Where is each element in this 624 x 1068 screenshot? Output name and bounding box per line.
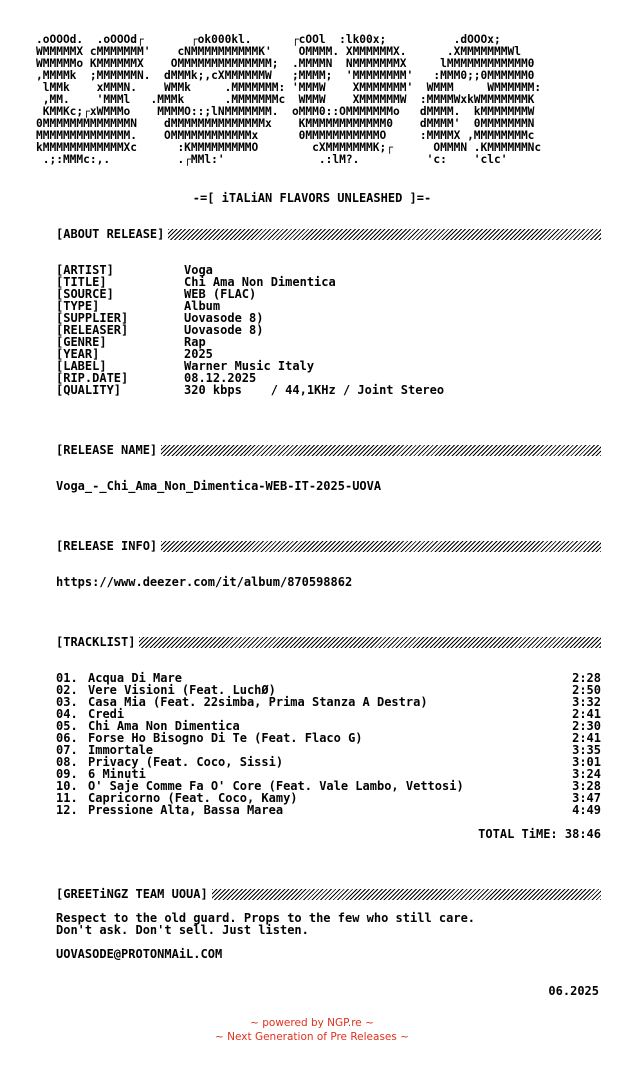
footer-tagline: ~ Next Generation of Pre Releases ~ — [215, 1031, 409, 1043]
track-num: 07. — [56, 743, 78, 757]
greetings-line-2: Don't ask. Don't sell. Just listen. — [56, 923, 309, 937]
about-value: 08.12.2025 — [184, 371, 257, 385]
track-title: Acqua Di Mare — [88, 671, 182, 685]
about-key: [GENRE] — [56, 335, 107, 349]
about-value: Uovasode 8) — [184, 323, 264, 337]
section-title-about: [ABOUT RELEASE] — [56, 227, 165, 241]
track-duration: 2:41 — [572, 731, 601, 745]
about-value: Album — [184, 299, 221, 313]
track-num: 03. — [56, 695, 78, 709]
track-title: Casa Mia (Feat. 22simba, Prima Stanza A Destra) — [88, 695, 428, 709]
track-duration: 3:24 — [572, 767, 601, 781]
section-header-release-name — [56, 443, 601, 457]
section-title-release-info: [RELEASE INFO] — [56, 539, 158, 553]
about-key: [RELEASER] — [56, 323, 129, 337]
track-duration: 3:35 — [572, 743, 601, 757]
about-value: Uovasode 8) — [184, 311, 264, 325]
about-row — [56, 324, 444, 336]
track-title: 6 Minuti — [88, 767, 146, 781]
track-title: Immortale — [88, 743, 154, 757]
section-header-release-info — [56, 539, 601, 553]
track-row — [56, 804, 601, 816]
about-key: [SOURCE] — [56, 287, 114, 301]
track-num: 08. — [56, 755, 78, 769]
about-value: 320 kbps / 44,1KHz / Joint Stereo — [184, 383, 445, 397]
footer-powered-by: ~ powered by NGP.re ~ — [250, 1017, 374, 1029]
greetings-line-1: Respect to the old guard. Props to the few who still care. — [56, 911, 476, 925]
track-num: 11. — [56, 791, 78, 805]
about-row — [56, 288, 444, 300]
track-num: 10. — [56, 779, 78, 793]
track-title: Vere Visioni (Feat. LuchØ) — [88, 683, 276, 697]
track-row — [56, 696, 601, 708]
about-release-table — [56, 264, 444, 396]
release-name: Voga_-_Chi_Ama_Non_Dimentica-WEB-IT-2025-UOVA — [56, 479, 382, 493]
section-header-about — [56, 227, 601, 241]
track-duration: 3:32 — [572, 695, 601, 709]
track-duration: 2:41 — [572, 707, 601, 721]
about-value: WEB (FLAC) — [184, 287, 257, 301]
signature-date: 06.2025 — [548, 984, 599, 998]
about-key: [RIP.DATE] — [56, 371, 129, 385]
track-duration: 3:47 — [572, 791, 601, 805]
track-title: Pressione Alta, Bassa Marea — [88, 803, 284, 817]
track-duration: 4:49 — [572, 803, 601, 817]
about-value: 2025 — [184, 347, 213, 361]
track-title: Privacy (Feat. Coco, Sissi) — [88, 755, 284, 769]
hatch-divider — [168, 229, 601, 240]
track-title: Credi — [88, 707, 125, 721]
about-row — [56, 336, 444, 348]
track-num: 04. — [56, 707, 78, 721]
section-header-tracklist — [56, 635, 601, 649]
about-value: Chi Ama Non Dimentica — [184, 275, 336, 289]
ascii-logo: .oOOOd. .oOOOd┌ ┌ok000kl. ┌cOOl :lk00x; .dOOOx; WMMMMMX cMMMMMMM' cNMMMMMMMMMMK' OMMMM. XMMMMMMX. .XMMMMMMMWl WMMMMMo KMMMMMMX OMMMMMMMMMMMMMM; .MMMMN NMMMMMMMX lMMMMMMMMMMMM0 ,MMMMk ;MMMMMMN. dMMMk;,cXMMMMMMW ;MMMM; 'MMMMMMMM' :MMM0;;0MMMMMM0 lMMk xMMMN. WMMk .MMMMMMM: 'MMMW XMMMMMMM' WMMM WMMMMMM: ,MM. 'MMMl .MMMk .MMMMMMMc WMMW XMMMMMMW :MMMMWxkWMMMMMMMK KMMKc;┌xWMMMo MMMMO::;lNMMMMMMM. oMMM0::OMMMMMMMo dMMMM. kMMMMMMMW 0MMMMMMMMMMMMMN dMMMMMMMMMMMMMMx KMMMMMMMMMMMM0 dMMMM' 0MMMMMMMN MMMMMMMMMMMMMM. OMMMMMMMMMMMMx 0MMMMMMMMMMMO :MMMMX ,MMMMMMMMc kMMMMMMMMMMMMXc :KMMMMMMMMMO cXMMMMMMMK;┌ OMMMN .KMMMMMMNc .;:MMMc:,. .┌MMl:' .:lM?. 'c: 'clc' — [36, 33, 542, 166]
about-key: [TYPE] — [56, 299, 100, 313]
track-num: 05. — [56, 719, 78, 733]
track-num: 06. — [56, 731, 78, 745]
about-key: [LABEL] — [56, 359, 107, 373]
hatch-divider — [212, 889, 601, 900]
track-num: 12. — [56, 803, 78, 817]
section-header-greetings — [56, 887, 601, 901]
about-key: [YEAR] — [56, 347, 100, 361]
about-value: Warner Music Italy — [184, 359, 315, 373]
contact-email[interactable]: UOVASODE@PROTONMAiL.COM — [56, 947, 223, 961]
track-duration: 2:50 — [572, 683, 601, 697]
track-title: O' Saje Comme Fa O' Core (Feat. Vale Lambo, Vettosi) — [88, 779, 464, 793]
about-key: [QUALITY] — [56, 383, 122, 397]
track-duration: 2:30 — [572, 719, 601, 733]
track-duration: 3:28 — [572, 779, 601, 793]
about-row — [56, 384, 444, 396]
hatch-divider — [139, 637, 601, 648]
track-title: Forse Ho Bisogno Di Te (Feat. Flaco G) — [88, 731, 363, 745]
hatch-divider — [161, 445, 601, 456]
about-key: [SUPPLIER] — [56, 311, 129, 325]
about-key: [TITLE] — [56, 275, 107, 289]
release-url-link[interactable]: https://www.deezer.com/it/album/870598862 — [56, 575, 353, 589]
total-time: TOTAL TiME: 38:46 — [478, 827, 601, 841]
about-key: [ARTIST] — [56, 263, 114, 277]
tagline: -=[ iTALiAN FLAVORS UNLEASHED ]=- — [192, 191, 432, 205]
track-duration: 3:01 — [572, 755, 601, 769]
section-title-greetings: [GREETiNGZ TEAM UOUA] — [56, 887, 208, 901]
about-value: Voga — [184, 263, 213, 277]
section-title-tracklist: [TRACKLIST] — [56, 635, 136, 649]
track-num: 02. — [56, 683, 78, 697]
track-title: Capricorno (Feat. Coco, Kamy) — [88, 791, 298, 805]
track-title: Chi Ama Non Dimentica — [88, 719, 240, 733]
section-title-release-name: [RELEASE NAME] — [56, 443, 158, 457]
hatch-divider — [161, 541, 601, 552]
track-num: 01. — [56, 671, 78, 685]
track-duration: 2:28 — [572, 671, 601, 685]
tracklist — [56, 672, 601, 816]
track-num: 09. — [56, 767, 78, 781]
about-value: Rap — [184, 335, 206, 349]
